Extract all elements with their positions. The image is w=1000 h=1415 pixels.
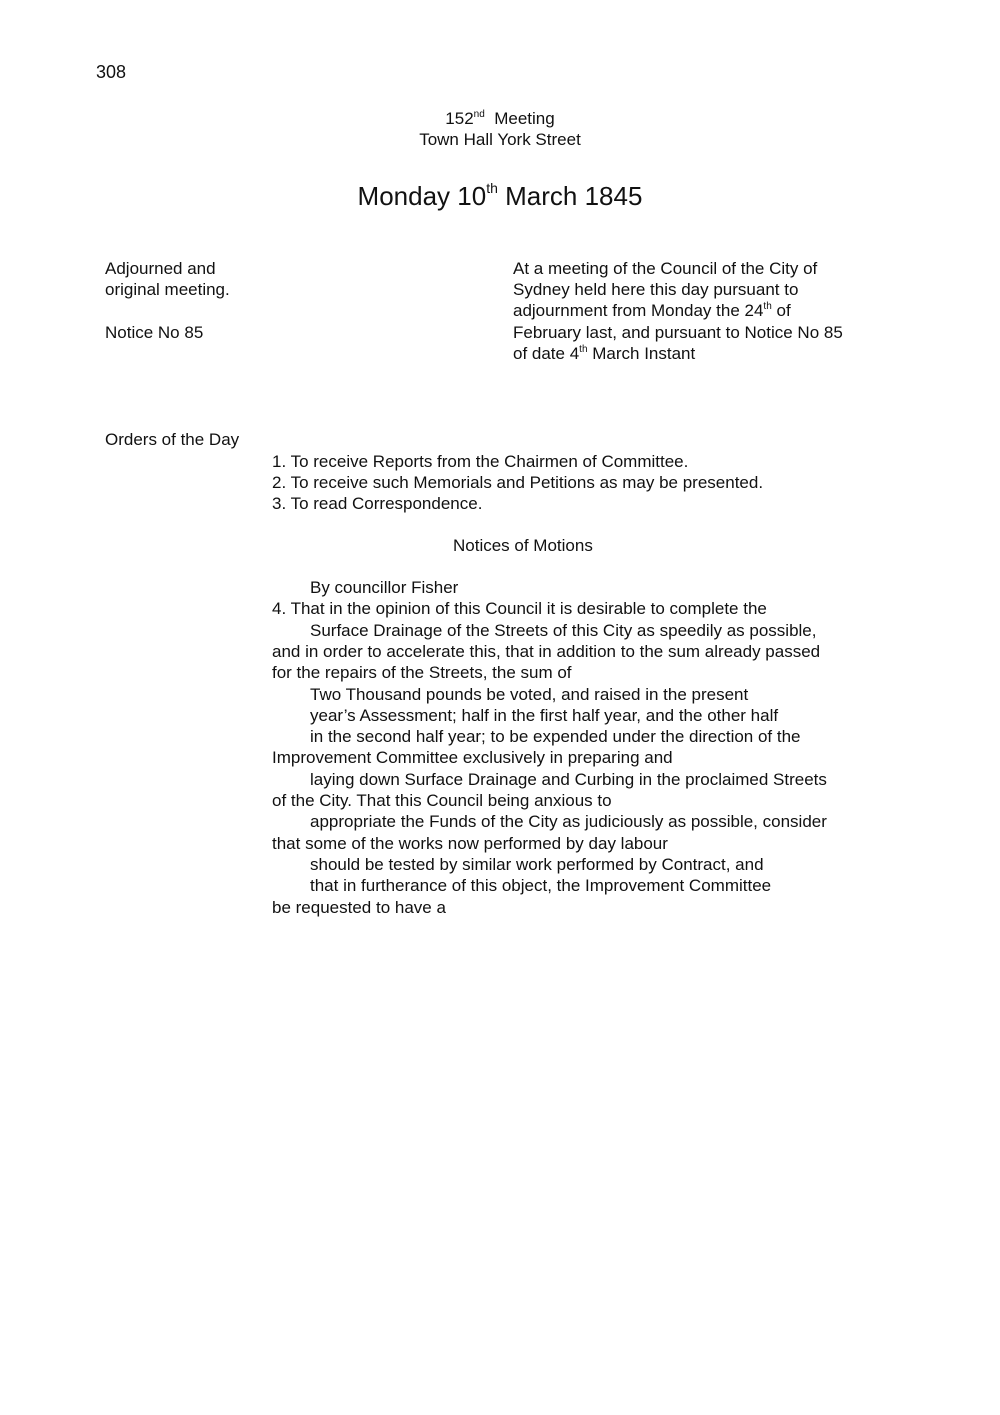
meeting-number-value: 152 [445, 109, 474, 128]
intro-line-5-pre: of date 4 [513, 344, 580, 363]
date-title-pre: Monday 10 [357, 181, 487, 211]
order-item: 1. To receive Reports from the Chairmen of Committee. [272, 452, 689, 471]
order-item: 3. To read Correspondence. [272, 494, 483, 513]
motion-line: Improvement Committee exclusively in preparing and [272, 748, 673, 767]
motion-line: Two Thousand pounds be voted, and raised in the present [310, 685, 749, 704]
intro-line-3-post: of [776, 301, 791, 320]
motion-line: year’s Assessment; half in the first half year, and the other half [310, 706, 779, 725]
meeting-location: Town Hall York Street [419, 130, 581, 149]
margin-note-adjourned-1: Adjourned and [105, 259, 216, 278]
intro-line-5-post: March Instant [592, 344, 696, 363]
intro-line-5-sup: th [579, 344, 588, 355]
margin-note-notice: Notice No 85 [105, 323, 204, 342]
meeting-word: Meeting [494, 109, 555, 128]
margin-note-orders: Orders of the Day [105, 430, 240, 449]
motion-line: in the second half year; to be expended under the direction of the [310, 727, 801, 746]
intro-line-4: February last, and pursuant to Notice No 85 [513, 323, 843, 342]
date-title [0, 180, 1000, 216]
motion-line: and in order to accelerate this, that in addition to the sum already passed [272, 642, 821, 661]
motion-line: be requested to have a [272, 898, 446, 917]
motion-line: for the repairs of the Streets, the sum of [272, 663, 572, 682]
intro-line-5 [513, 343, 695, 367]
page-number: 308 [96, 62, 127, 82]
motion-line: 4. That in the opinion of this Council it is desirable to complete the [272, 599, 767, 618]
intro-line-3 [513, 300, 791, 324]
motion-line: laying down Surface Drainage and Curbing in the proclaimed Streets [310, 770, 827, 789]
motion-line: should be tested by similar work performed by Contract, and [310, 855, 764, 874]
motion-line: of the City. That this Council being anxious to [272, 791, 612, 810]
motion-line: Surface Drainage of the Streets of this City as speedily as possible, [310, 621, 817, 640]
margin-note-adjourned-2: original meeting. [105, 280, 230, 299]
motion-line: that some of the works now performed by day labour [272, 834, 668, 853]
meeting-number-suffix: nd [473, 109, 485, 120]
intro-line-1: At a meeting of the Council of the City of [513, 259, 818, 278]
notices-heading: Notices of Motions [453, 536, 593, 555]
date-title-sup: th [486, 180, 498, 196]
order-item: 2. To receive such Memorials and Petitions as may be presented. [272, 473, 764, 492]
date-title-post: March 1845 [505, 181, 643, 211]
intro-line-2: Sydney held here this day pursuant to [513, 280, 799, 299]
motion-line: By councillor Fisher [310, 578, 459, 597]
intro-line-3-pre: adjournment from Monday the 24 [513, 301, 764, 320]
motion-line: appropriate the Funds of the City as judiciously as possible, consider [310, 812, 827, 831]
intro-line-3-sup: th [763, 301, 772, 312]
motion-line: that in furtherance of this object, the Improvement Committee [310, 876, 772, 895]
